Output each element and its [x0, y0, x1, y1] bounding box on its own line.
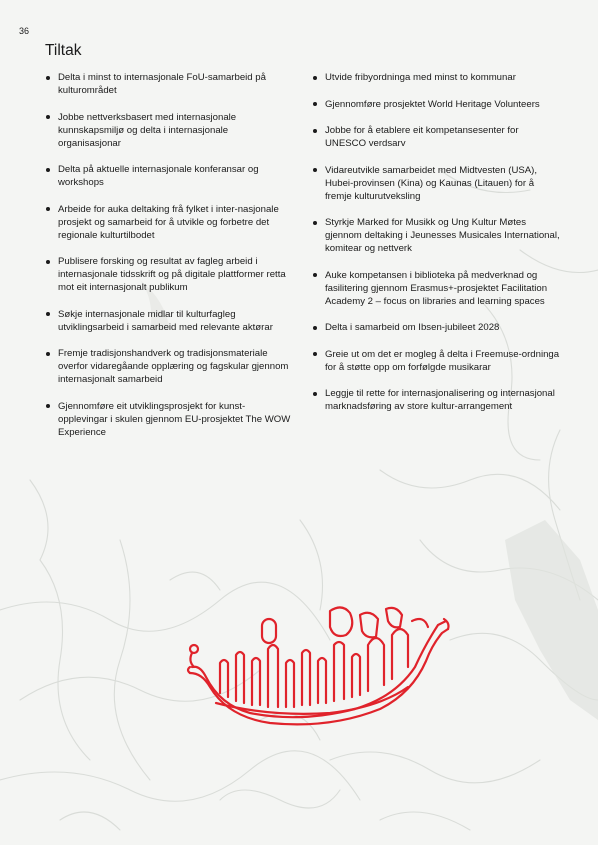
list-item: Delta i minst to internasjonale FoU-samarbeid på kulturområdet [45, 71, 293, 97]
page-number: 36 [19, 26, 30, 36]
list-item: Fremje tradisjonshandverk og tradisjonsmateriale overfor vidaregåande opplæring og fagskular gjennom internasjonalt samarbeid [45, 347, 293, 386]
list-item: Jobbe nettverksbasert med internasjonale kunnskapsmiljø og delta i internasjonale organisasjonar [45, 111, 293, 150]
list-item: Delta i samarbeid om Ibsen-jubileet 2028 [312, 321, 562, 334]
list-item: Vidareutvikle samarbeidet med Midtvesten (USA), Hubei-provinsen (Kina) og Kaunas (Litauen) for å fremje kulturutveksling [312, 164, 562, 203]
list-item: Styrkje Marked for Musikk og Ung Kultur Møtes gjennom deltaking i Jeunesses Musicales International, komitear og nettverk [312, 216, 562, 255]
list-item: Leggje til rette for internasjonalisering og internasjonal marknadsføring av store kultur-arrangement [312, 387, 562, 413]
list-item: Søkje internasjonale midlar til kulturfagleg utviklingsarbeid i samarbeid med relevante aktørar [45, 308, 293, 334]
list-item: Publisere forsking og resultat av fagleg arbeid i internasjonale tidsskrift og på digitale plattformer retta mot eit internasjonalt publikum [45, 255, 293, 294]
list-item: Arbeide for auka deltaking frå fylket i inter-nasjonale prosjekt og samarbeid for å utvikle og forbetre det regionale kulturtilbodet [45, 203, 293, 242]
list-item: Delta på aktuelle internasjonale konferansar og workshops [45, 163, 293, 189]
list-item: Gjennomføre eit utviklingsprosjekt for kunst-opplevingar i skulen gjennom EU-prosjektet The WOW Experience [45, 400, 293, 439]
list-item: Gjennomføre prosjektet World Heritage Volunteers [312, 98, 562, 111]
page-title: Tiltak [45, 42, 82, 59]
actions-list-left [45, 71, 293, 452]
actions-list-right [312, 71, 562, 427]
list-item: Jobbe for å etablere eit kompetansesenter for UNESCO verdsarv [312, 124, 562, 150]
list-item: Utvide fribyordninga med minst to kommunar [312, 71, 562, 84]
list-item: Auke kompetansen i biblioteka på medverknad og fasilitering gjennom Erasmus+-prosjektet Facilitation Academy 2 – focus on libraries and learning spaces [312, 269, 562, 308]
list-item: Greie ut om det er mogleg å delta i Freemuse-ordninga for å støtte opp om forfølgde musikarar [312, 348, 562, 374]
rock-carving-ship-icon [180, 605, 450, 735]
